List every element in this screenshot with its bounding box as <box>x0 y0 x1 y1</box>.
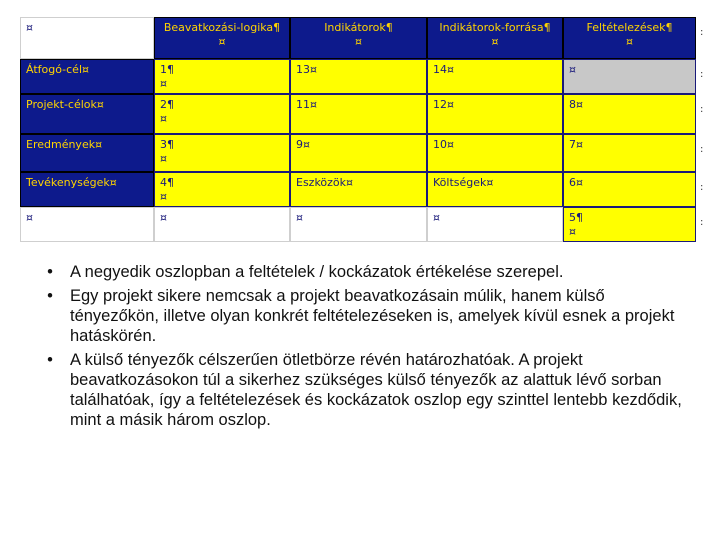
table-cell <box>563 207 696 242</box>
cell-text: 11¤ <box>296 98 317 111</box>
cell-text: ¤ <box>433 211 440 224</box>
cell-text: Eszközök¤ <box>296 176 354 189</box>
table-row-label <box>20 94 154 134</box>
cell-end-mark: ¤ <box>218 35 226 48</box>
table-cell <box>290 207 427 242</box>
table-cell <box>290 94 427 134</box>
table-cell <box>427 59 563 94</box>
table-cell <box>290 172 427 207</box>
row-end-mark: : <box>700 217 704 228</box>
table-row-label <box>20 207 154 242</box>
table-cell <box>290 59 427 94</box>
cell-text: Átfogó-cél¤ <box>26 63 90 76</box>
cell-text: 9¤ <box>296 138 310 151</box>
table-cell <box>563 172 696 207</box>
table-cell <box>154 59 290 94</box>
table-row-label <box>20 134 154 172</box>
table-cell <box>154 172 290 207</box>
row-end-mark: : <box>700 182 704 193</box>
cell-text: ¤ <box>26 211 33 224</box>
table-cell <box>563 59 696 94</box>
table-cell <box>290 134 427 172</box>
row-end-mark: : <box>700 104 704 115</box>
table-cell <box>427 94 563 134</box>
cell-text: 1¶ <box>160 63 174 76</box>
table-row-label <box>20 172 154 207</box>
cell-text: 8¤ <box>569 98 583 111</box>
bullet-item <box>42 286 692 346</box>
bullet-text: A külső tényezők célszerűen ötletbörze révén határozhatóak. A projekt beavatkozásokon túl a sikerhez szükséges külső tényezők az alattuk lévő sorban találhatóak, így a feltételezések és kockázatok oszlop egy szinttel lentebb kezdődik, mint a másik három oszlop. <box>70 351 682 429</box>
cell-text: 7¤ <box>569 138 583 151</box>
row-end-mark: : <box>700 27 704 38</box>
table-cell <box>427 172 563 207</box>
table-header-cell <box>290 17 427 59</box>
table-cell <box>154 207 290 242</box>
cell-text: ¤ <box>296 211 303 224</box>
logframe-table <box>0 0 720 250</box>
bullet-list <box>42 262 692 434</box>
table-cell <box>427 207 563 242</box>
table-header-cell <box>154 17 290 59</box>
table-cell <box>563 94 696 134</box>
cell-end-mark: ¤ <box>160 190 167 203</box>
cell-text: Költségek¤ <box>433 176 494 189</box>
cell-end-mark: ¤ <box>569 225 576 238</box>
table-cell <box>563 134 696 172</box>
cell-text: Beavatkozási-logika¶ <box>163 21 281 34</box>
bullet-item <box>42 350 692 430</box>
bullet-text: Egy projekt sikere nemcsak a projekt beavatkozásain múlik, hanem külső tényezőkön, illetve olyan konkrét feltételezéseken is, amelyek kívül esnek a projekt hatáskörén. <box>70 287 675 345</box>
cell-text: ¤ <box>26 21 33 34</box>
cell-end-mark: ¤ <box>160 152 167 165</box>
row-end-mark: : <box>700 69 704 80</box>
bullet-dot: • <box>47 263 53 281</box>
cell-text: Indikátorok-forrása¶ <box>439 21 551 34</box>
cell-text: Feltételezések¶ <box>586 21 673 34</box>
table-cell <box>427 134 563 172</box>
cell-text: ¤ <box>160 211 167 224</box>
bullet-dot: • <box>47 351 53 369</box>
bullet-dot: • <box>47 287 53 305</box>
cell-text: 3¶ <box>160 138 174 151</box>
cell-end-mark: ¤ <box>491 35 499 48</box>
cell-text: 5¶ <box>569 211 583 224</box>
cell-text: Tevékenységek¤ <box>26 176 117 189</box>
cell-end-mark: ¤ <box>160 112 167 125</box>
cell-end-mark: ¤ <box>626 35 633 48</box>
cell-text: Eredmények¤ <box>26 138 103 151</box>
table-header-cell <box>563 17 696 59</box>
cell-end-mark: ¤ <box>160 77 167 90</box>
cell-text: 14¤ <box>433 63 454 76</box>
table-cell <box>154 94 290 134</box>
cell-text: Indikátorok¶ <box>324 21 393 34</box>
table-row-label <box>20 59 154 94</box>
cell-text: 2¶ <box>160 98 174 111</box>
cell-text: 12¤ <box>433 98 454 111</box>
cell-end-mark: ¤ <box>355 35 362 48</box>
cell-text: Projekt-célok¤ <box>26 98 104 111</box>
cell-text: 13¤ <box>296 63 317 76</box>
cell-text: 6¤ <box>569 176 583 189</box>
row-end-mark: : <box>700 144 704 155</box>
cell-text: 4¶ <box>160 176 174 189</box>
table-header-cell <box>427 17 563 59</box>
bullet-item <box>42 262 692 282</box>
bullet-text: A negyedik oszlopban a feltételek / kockázatok értékelése szerepel. <box>70 263 564 281</box>
table-corner-cell <box>20 17 154 59</box>
table-cell <box>154 134 290 172</box>
cell-text: ¤ <box>569 63 576 76</box>
cell-text: 10¤ <box>433 138 454 151</box>
